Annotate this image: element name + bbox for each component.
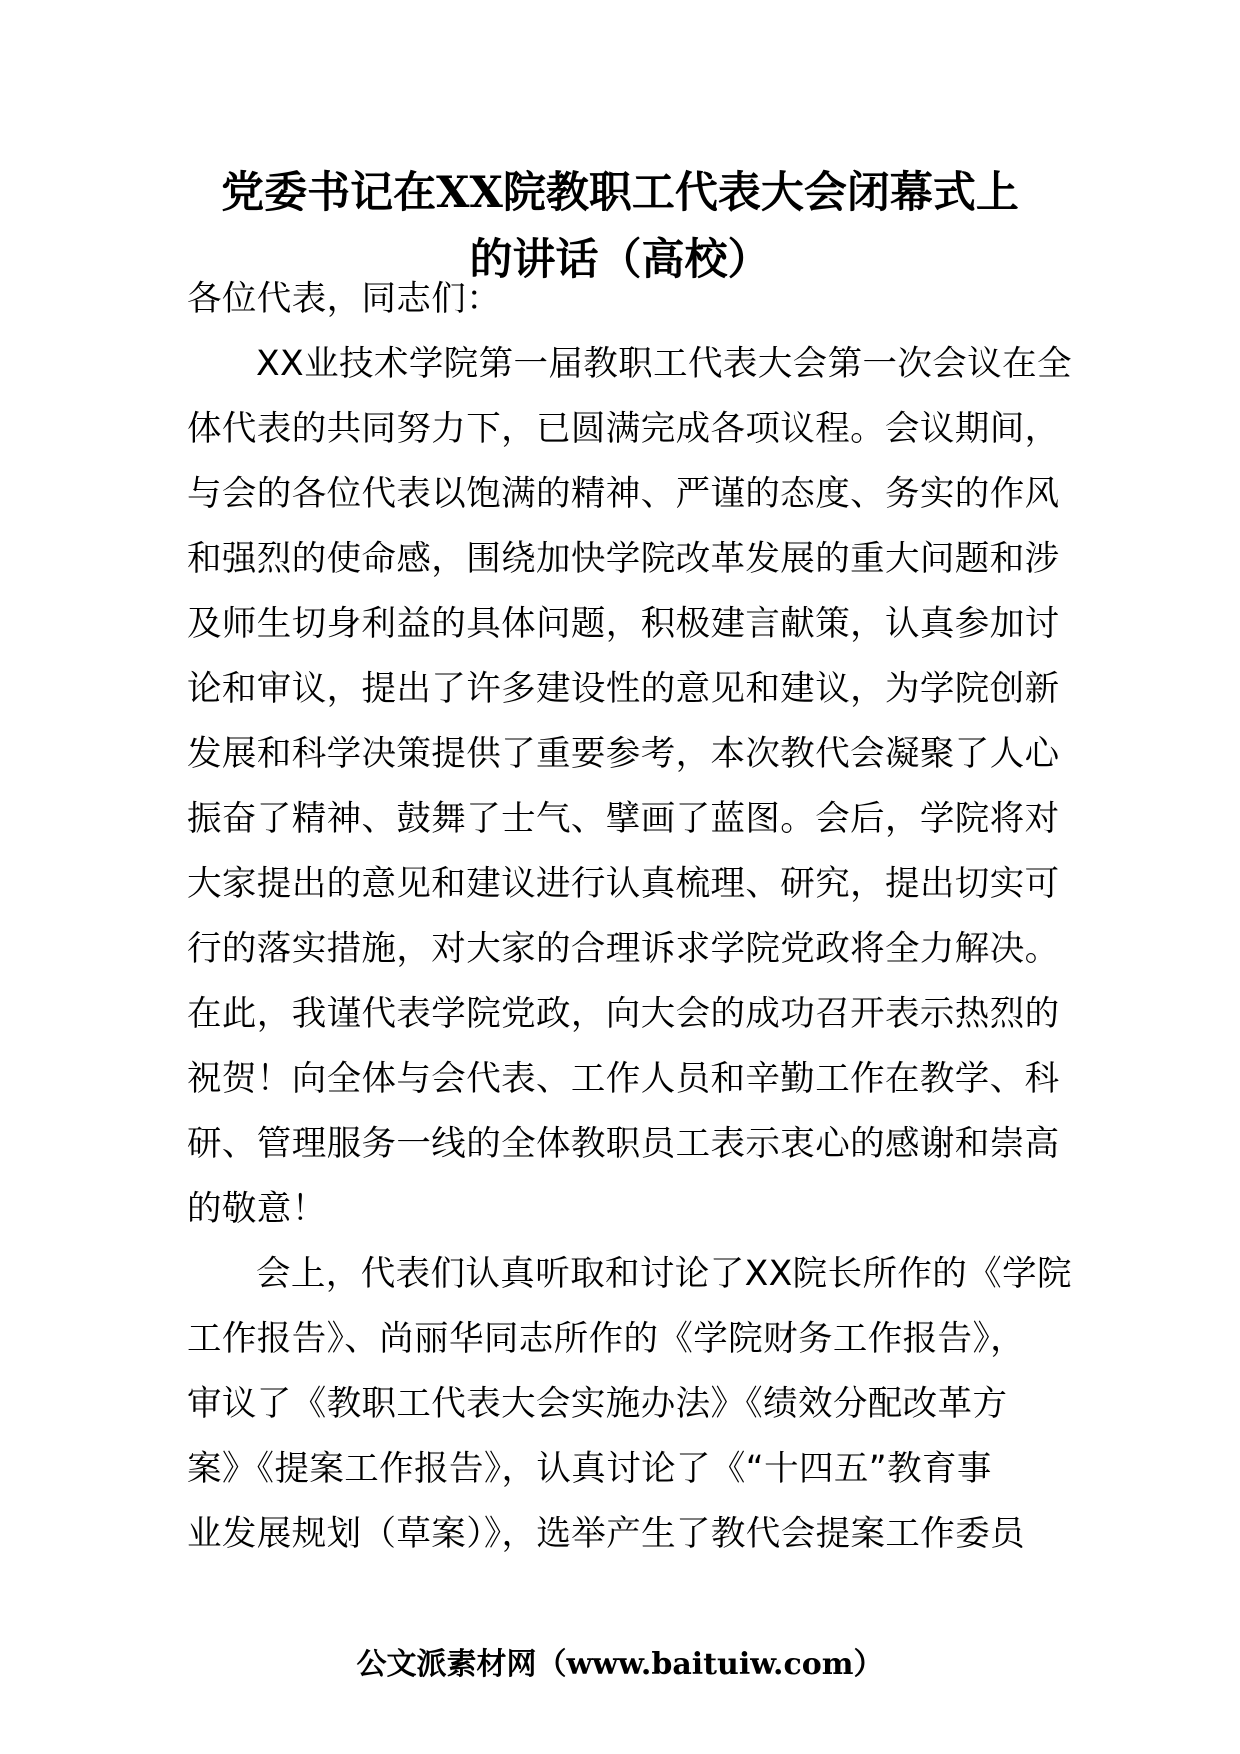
paragraph-line: 振奋了精神、鼓舞了士气、擘画了蓝图。会后，学院将对	[187, 799, 1060, 839]
paragraph-line: 论和审议，提出了许多建设性的意见和建议，为学院创新	[187, 669, 1060, 709]
paragraph-line: 行的落实措施，对大家的合理诉求学院党政将全力解决。	[187, 929, 1060, 969]
paragraph-line: 发展和科学决策提供了重要参考，本次教代会凝聚了人心	[187, 734, 1060, 774]
salutation: 各位代表，同志们：	[187, 279, 502, 319]
title-line-1: 党委书记在XX院教职工代表大会闭幕式上	[221, 168, 1019, 218]
paragraph-line: 和强烈的使命感，围绕加快学院改革发展的重大问题和涉	[187, 539, 1060, 579]
paragraph-line: 审议了《教职工代表大会实施办法》《绩效分配改革方	[187, 1384, 1008, 1424]
paragraph-line: 与会的各位代表以饱满的精神、严谨的态度、务实的作风	[187, 474, 1060, 514]
paragraph-line: 在此，我谨代表学院党政，向大会的成功召开表示热烈的	[187, 994, 1060, 1034]
paragraph-2	[187, 1242, 1072, 1567]
paragraph-line: 案》《提案工作报告》，认真讨论了《“十四五”教育事	[187, 1449, 992, 1489]
paragraph-line: 会上，代表们认真听取和讨论了XX院长所作的《学院	[256, 1254, 1072, 1294]
document-body	[187, 267, 1072, 1567]
paragraph-line: XX业技术学院第一届教职工代表大会第一次会议在全	[256, 344, 1072, 384]
paragraph-line: 及师生切身利益的具体问题，积极建言献策，认真参加讨	[187, 604, 1060, 644]
paragraph-line: 体代表的共同努力下，已圆满完成各项议程。会议期间，	[187, 409, 1060, 449]
title-line-2: 的讲话（高校）	[469, 235, 771, 285]
paragraph-line: 的敬意！	[187, 1189, 327, 1229]
paragraph-line: 大家提出的意见和建议进行认真梳理、研究，提出切实可	[187, 864, 1060, 904]
paragraph-1	[187, 332, 1072, 1242]
paragraph-line: 业发展规划（草案）》，选举产生了教代会提案工作委员	[187, 1514, 1025, 1554]
paragraph-line: 工作报告》、尚丽华同志所作的《学院财务工作报告》，	[187, 1319, 1025, 1359]
footer-watermark: 公文派素材网（www.baituiw.com）	[356, 1647, 884, 1682]
paragraph-line: 祝贺！向全体与会代表、工作人员和辛勤工作在教学、科	[187, 1059, 1060, 1099]
paragraph-line: 研、管理服务一线的全体教职员工表示衷心的感谢和崇高	[187, 1124, 1060, 1164]
